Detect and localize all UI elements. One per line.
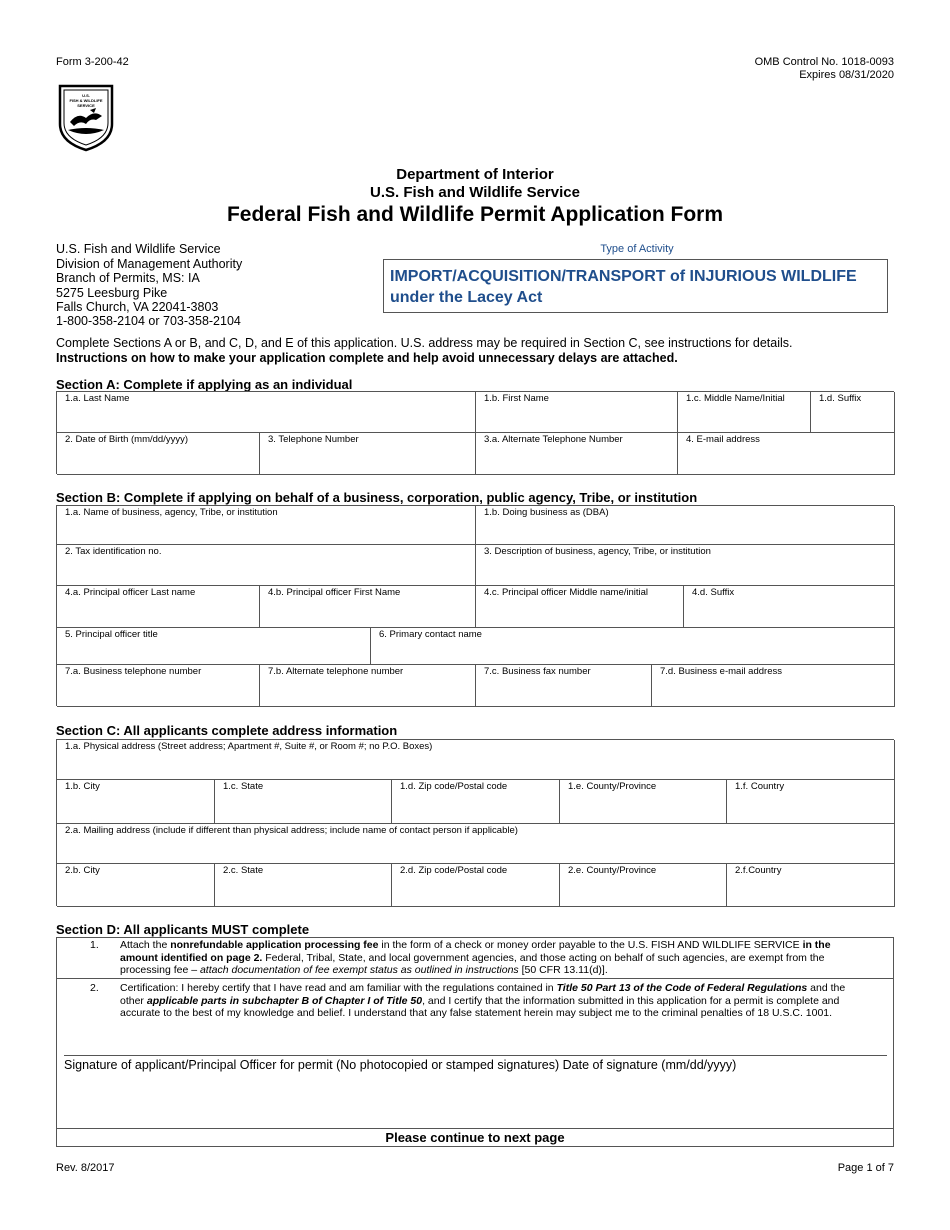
intro-text — [56, 336, 896, 366]
field-label: 2.a. Mailing address (include if different than physical address; include name of contact person if applicable) — [65, 825, 518, 836]
intro-line-2: Instructions on how to make your application complete and help avoid unnecessary delays are attached. — [56, 351, 678, 365]
field-label: 2.d. Zip code/Postal code — [400, 865, 508, 876]
certification-text: Certification: I hereby certify that I have read and am familiar with the regulations contained in Title 50 Part 13 of the Code of Federal Regulations and the other applicable parts in subchapter B of Chapter I of Title 50, and I certify that the information submitted in this application for a permit is complete and accurate to the best of my knowledge and belief. I understand that any false statement herein may subject me to the criminal penalties of 18 U.S.C. 1001. — [120, 982, 846, 1019]
address-phone: 1-800-358-2104 or 703-358-2104 — [56, 313, 241, 328]
fws-seal-icon — [56, 80, 116, 152]
activity-label: Type of Activity — [600, 243, 674, 255]
field-label: 2. Date of Birth (mm/dd/yyyy) — [65, 434, 189, 445]
field-label: 4.b. Principal officer First Name — [268, 587, 401, 598]
field-label: 4.a. Principal officer Last name — [65, 587, 196, 598]
omb-expires: Expires 08/31/2020 — [799, 69, 894, 81]
field-physical-address[interactable] — [57, 740, 895, 780]
field-po-last-name[interactable] — [57, 586, 260, 628]
field-label: 1.a. Physical address (Street address; Apartment #, Suite #, or Room #; no P.O. Boxes) — [65, 741, 433, 752]
field-label: 1.c. State — [223, 781, 264, 792]
field-label: 2.c. State — [223, 865, 264, 876]
field-label: 1.e. County/Province — [568, 781, 657, 792]
continue-note: Please continue to next page — [385, 1130, 565, 1145]
field-label: 5. Principal officer title — [65, 629, 158, 640]
field-label: 4.c. Principal officer Middle name/initial — [484, 587, 649, 598]
section-a-title: Section A: Complete if applying as an individual — [56, 377, 353, 392]
field-label: 7.a. Business telephone number — [65, 666, 202, 677]
field-label: 1.b. First Name — [484, 393, 549, 404]
section-d-title: Section D: All applicants MUST complete — [56, 922, 310, 937]
field-label: 4.d. Suffix — [692, 587, 735, 598]
activity-line-1: IMPORT/ACQUISITION/TRANSPORT of INJURIOUS WILDLIFE — [390, 268, 857, 285]
page-number: Page 1 of 7 — [837, 1162, 894, 1174]
service-title: U.S. Fish and Wildlife Service — [370, 184, 580, 201]
continue-divider — [56, 1128, 894, 1129]
field-po-first-name[interactable] — [260, 586, 476, 628]
section-c-table — [56, 739, 894, 906]
field-last-name[interactable] — [57, 392, 476, 433]
field-label: 3. Telephone Number — [268, 434, 359, 445]
field-business-alt-phone[interactable] — [260, 665, 476, 707]
field-label: 7.b. Alternate telephone number — [268, 666, 404, 677]
field-zip-1[interactable] — [392, 780, 560, 824]
field-county-2[interactable] — [560, 864, 727, 907]
field-first-name[interactable] — [476, 392, 678, 433]
title-block — [0, 166, 950, 228]
signature-line[interactable] — [64, 1055, 887, 1056]
field-label: 2. Tax identification no. — [65, 546, 162, 557]
section-a-table — [56, 391, 894, 474]
section-b-table — [56, 505, 894, 706]
field-business-phone[interactable] — [57, 665, 260, 707]
item-number: 2. — [90, 982, 99, 994]
field-label: 7.d. Business e-mail address — [660, 666, 782, 677]
section-c-title: Section C: All applicants complete address information — [56, 723, 398, 738]
form-number: Form 3-200-42 — [56, 56, 129, 68]
fee-instruction — [56, 939, 894, 979]
mailing-address — [56, 242, 242, 327]
omb-control: OMB Control No. 1018-0093 — [754, 56, 894, 68]
department-title: Department of Interior — [396, 166, 554, 183]
signature-label: Signature of applicant/Principal Officer for permit (No photocopied or stamped signatures) Date of signature (mm/dd/yyyy) — [64, 1058, 737, 1072]
field-tax-id[interactable] — [57, 545, 476, 586]
field-telephone[interactable] — [260, 433, 476, 475]
field-country-1[interactable] — [727, 780, 895, 824]
field-business-description[interactable] — [476, 545, 895, 586]
field-label: 6. Primary contact name — [379, 629, 482, 640]
omb-info — [755, 56, 894, 82]
address-line: Branch of Permits, MS: IA — [56, 271, 200, 285]
field-label: 2.e. County/Province — [568, 865, 657, 876]
field-label: 1.a. Last Name — [65, 393, 130, 404]
field-label: 1.f. Country — [735, 781, 785, 792]
certification — [56, 982, 894, 1032]
address-line: Division of Management Authority — [56, 256, 243, 271]
field-city-2[interactable] — [57, 864, 215, 907]
field-label: 7.c. Business fax number — [484, 666, 591, 677]
address-line: 5275 Leesburg Pike — [56, 285, 168, 300]
field-mailing-address[interactable] — [57, 824, 895, 864]
logo-line-2: FISH & WILDLIFE — [69, 98, 103, 103]
address-line: U.S. Fish and Wildlife Service — [56, 242, 221, 256]
field-label: 2.b. City — [65, 865, 100, 876]
field-suffix[interactable] — [811, 392, 895, 433]
field-label: 1.d. Suffix — [819, 393, 862, 404]
logo-line-1: U.S. — [82, 93, 90, 98]
field-label: 4. E-mail address — [686, 434, 760, 445]
field-label: 2.f.Country — [735, 865, 782, 876]
item-number: 1. — [90, 939, 99, 951]
field-label: 3.a. Alternate Telephone Number — [484, 434, 623, 445]
activity-line-2: under the Lacey Act — [390, 289, 543, 306]
field-city-1[interactable] — [57, 780, 215, 824]
activity-box — [383, 259, 888, 313]
field-label: 1.d. Zip code/Postal code — [400, 781, 508, 792]
section-b-title: Section B: Complete if applying on behalf of a business, corporation, public agency, Tribe, or institution — [56, 490, 698, 505]
revision: Rev. 8/2017 — [56, 1162, 115, 1174]
field-po-middle-name[interactable] — [476, 586, 684, 628]
field-business-email[interactable] — [652, 665, 895, 707]
field-po-suffix[interactable] — [684, 586, 895, 628]
field-business-fax[interactable] — [476, 665, 652, 707]
field-country-2[interactable] — [727, 864, 895, 907]
field-business-name[interactable] — [57, 506, 476, 545]
fee-text: Attach the nonrefundable application processing fee in the form of a check or money order payable to the U.S. FISH AND WILDLIFE SERVICE in the amount identified on page 2. Federal, Tribal, State, and local government agencies, and those acting on behalf of such agencies, are exempt from the processing fee – attach documentation of fee exempt status as outlined in instructions [50 CFR 13.11(d)]. — [120, 939, 831, 976]
field-state-1[interactable] — [215, 780, 392, 824]
form-title: Federal Fish and Wildlife Permit Application Form — [226, 203, 724, 226]
field-label: 1.a. Name of business, agency, Tribe, or institution — [65, 507, 278, 518]
field-label: 1.b. City — [65, 781, 100, 792]
field-po-title[interactable] — [57, 628, 371, 665]
field-state-2[interactable] — [215, 864, 392, 907]
field-dba[interactable] — [476, 506, 895, 545]
field-primary-contact[interactable] — [371, 628, 895, 665]
field-email[interactable] — [678, 433, 895, 475]
field-dob[interactable] — [57, 433, 260, 475]
field-label: 3. Description of business, agency, Tribe, or institution — [484, 546, 711, 557]
field-alt-telephone[interactable] — [476, 433, 678, 475]
intro-line-1: Complete Sections A or B, and C, D, and E of this application. U.S. address may be required in Section C, see instructions for details. — [56, 336, 793, 350]
logo-line-3: SERVICE — [77, 103, 95, 108]
field-zip-2[interactable] — [392, 864, 560, 907]
field-county-1[interactable] — [560, 780, 727, 824]
field-middle-name[interactable] — [678, 392, 811, 433]
field-label: 1.c. Middle Name/Initial — [686, 393, 785, 404]
field-label: 1.b. Doing business as (DBA) — [484, 507, 609, 518]
address-line: Falls Church, VA 22041-3803 — [56, 300, 219, 314]
